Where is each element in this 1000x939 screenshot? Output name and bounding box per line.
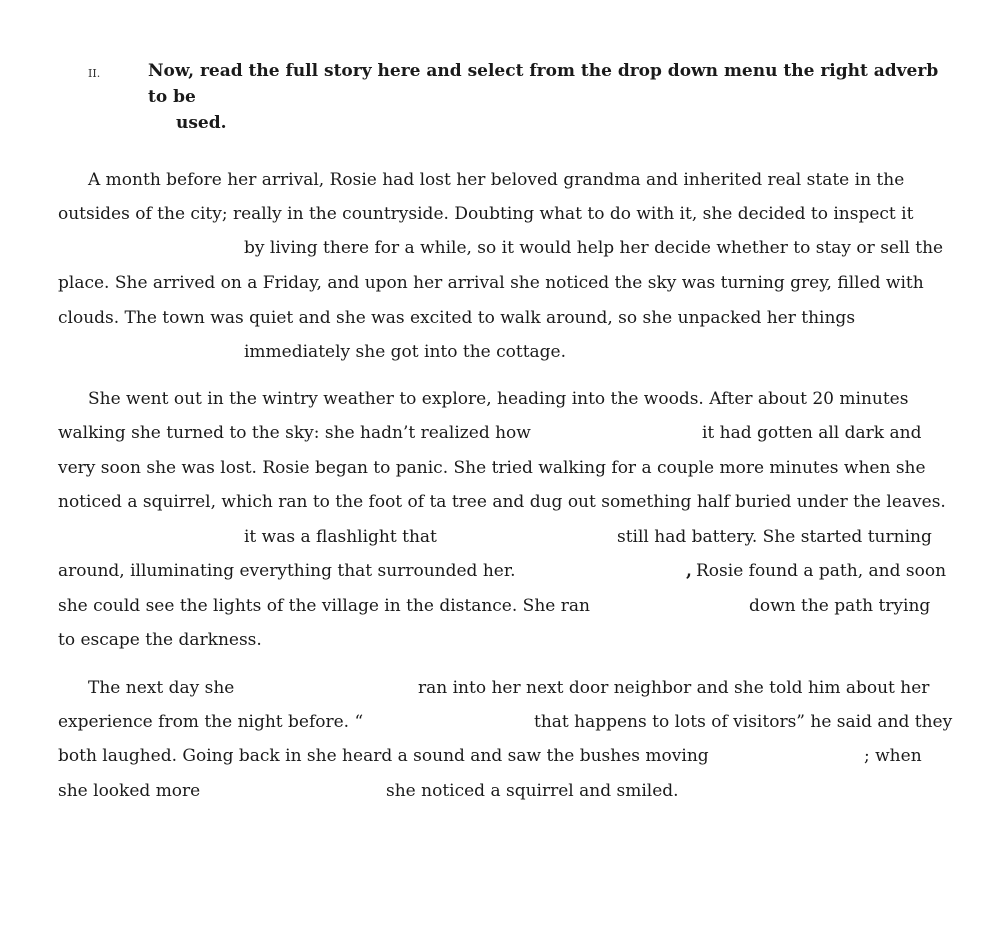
p2-line-7a: she could see the lights of the village in the distance. She ran — [58, 596, 590, 616]
p2-line-5b: still had battery. She started turning — [617, 527, 932, 547]
p3-line-1b: ran into her next door neighbor and she told him about her — [418, 678, 930, 698]
p3-line-1a: The next day she — [88, 678, 235, 698]
p2-line-2a: walking she turned to the sky: she hadn’t realized how — [58, 423, 531, 443]
p2-line-8: to escape the darkness. — [58, 630, 262, 650]
adverb-dropdown-9[interactable] — [350, 710, 530, 734]
p2-line-2b: it had gotten all dark and — [702, 423, 922, 443]
p1-line-6: immediately she got into the cottage. — [244, 342, 567, 362]
p2-line-3: very soon she was lost. Rosie began to panic. She tried walking for a couple more minutes when she — [58, 458, 926, 478]
p3-line-4a: she looked more — [58, 781, 201, 801]
adverb-dropdown-4[interactable] — [58, 525, 238, 549]
p2-line-4: noticed a squirrel, which ran to the foot of ta tree and dug out something half buried under the leaves. — [58, 492, 946, 512]
heading-line-2: used. — [176, 113, 227, 133]
adverb-dropdown-10[interactable] — [682, 744, 862, 768]
p2-line-7b: down the path trying — [749, 596, 931, 616]
instructions-heading — [148, 58, 948, 136]
adverb-dropdown-8[interactable] — [232, 676, 412, 700]
adverb-dropdown-11[interactable] — [200, 779, 380, 803]
adverb-dropdown-3[interactable] — [516, 421, 696, 445]
p2-line-6c: Rosie found a path, and soon — [696, 561, 947, 581]
p3-line-2a: experience from the night before. “ — [58, 712, 364, 732]
p1-line-4: place. She arrived on a Friday, and upon her arrival she noticed the sky was turning grey, filled with — [58, 273, 924, 293]
p1-line-1: A month before her arrival, Rosie had lost her beloved grandma and inherited real state in the — [88, 170, 905, 190]
p1-line-5: clouds. The town was quiet and she was excited to walk around, so she unpacked her things — [58, 308, 856, 328]
p3-line-2b: that happens to lots of visitors” he said and they — [534, 712, 953, 732]
adverb-dropdown-2[interactable] — [58, 340, 238, 364]
adverb-dropdown-6[interactable] — [504, 559, 684, 583]
p2-line-6-comma: , — [686, 561, 692, 581]
p3-line-4b: she noticed a squirrel and smiled. — [386, 781, 679, 801]
p2-line-6a: around, illuminating everything that surrounded her. — [58, 561, 516, 581]
p2-line-5a: it was a flashlight that — [244, 527, 437, 547]
p3-line-3a: both laughed. Going back in she heard a sound and saw the bushes moving — [58, 746, 709, 766]
adverb-dropdown-7[interactable] — [564, 594, 744, 618]
heading-line-1: Now, read the full story here and select from the drop down menu the right adverb to be — [148, 61, 939, 107]
p3-line-3b: ; when — [864, 746, 922, 766]
section-numeral: II. — [88, 67, 101, 80]
adverb-dropdown-5[interactable] — [432, 525, 612, 549]
p1-line-2: outsides of the city; really in the countryside. Doubting what to do with it, she decided to inspect it — [58, 204, 914, 224]
p1-line-3: by living there for a while, so it would help her decide whether to stay or sell the — [244, 238, 944, 258]
p2-line-1: She went out in the wintry weather to explore, heading into the woods. After about 20 minutes — [88, 389, 909, 409]
adverb-dropdown-1[interactable] — [58, 236, 238, 260]
